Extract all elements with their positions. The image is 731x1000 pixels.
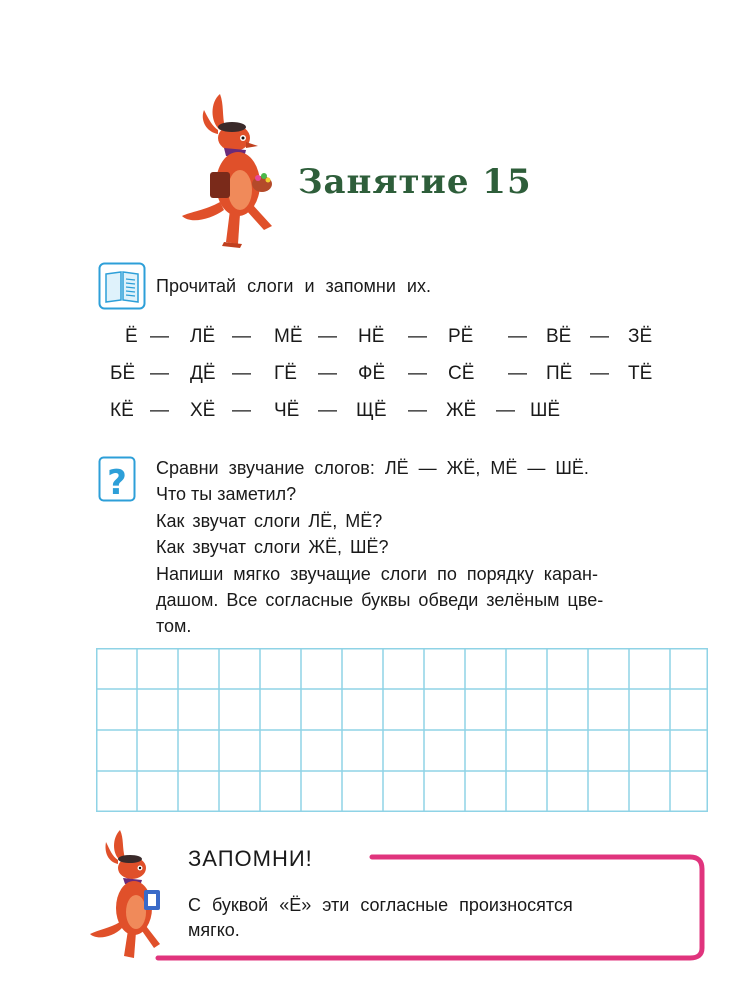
syllable: ДЁ: [190, 363, 216, 384]
question-line: Напиши мягко звучащие слоги по порядку каран-: [156, 564, 598, 584]
dash: —: [408, 363, 427, 384]
syllable: ЖЁ: [446, 400, 477, 421]
writing-grid[interactable]: [96, 648, 708, 812]
dash: —: [232, 363, 251, 384]
dash: —: [232, 400, 251, 421]
svg-text:?: ?: [107, 463, 127, 502]
syllable: ВЁ: [546, 326, 572, 347]
syllable: БЁ: [110, 363, 136, 384]
syllable: ШЁ: [530, 400, 561, 421]
syllable: МЁ: [274, 326, 303, 347]
dash: —: [590, 326, 609, 347]
question-line: том.: [156, 616, 192, 636]
syllable: ПЁ: [546, 363, 573, 384]
kangaroo-mascot-top: [180, 92, 280, 252]
kangaroo-mascot-bottom: [90, 828, 170, 963]
dash: —: [318, 326, 337, 347]
open-book-icon: [98, 262, 146, 310]
remember-line: С буквой «Ё» эти согласные произносятся: [188, 895, 573, 915]
syllable: РЁ: [448, 326, 474, 347]
syllable: ФЁ: [358, 363, 386, 384]
syllable: СЁ: [448, 363, 475, 384]
dash: —: [232, 326, 251, 347]
syllable: ЗЁ: [628, 326, 653, 347]
dash: —: [150, 326, 169, 347]
remember-title: ЗАПОМНИ!: [188, 846, 313, 871]
syllable: НЁ: [358, 326, 385, 347]
syllable: ХЁ: [190, 400, 216, 421]
dash: —: [590, 363, 609, 384]
question-line: Как звучат слоги ЖЁ, ШЁ?: [156, 537, 389, 557]
remember-line: мягко.: [188, 920, 240, 940]
dash: —: [496, 400, 515, 421]
syllable: ТЁ: [628, 363, 653, 384]
dash: —: [318, 363, 337, 384]
dash: —: [408, 400, 427, 421]
syllable: ЧЁ: [274, 400, 300, 421]
dash: —: [150, 400, 169, 421]
question-line: Сравни звучание слогов: ЛЁ — ЖЁ, МЁ — ШЁ.: [156, 458, 589, 478]
syllable: ГЁ: [274, 363, 297, 384]
syllable: ЛЁ: [190, 326, 216, 347]
syllable: Ё: [125, 326, 138, 347]
question-mark-icon: [98, 456, 136, 502]
task1-instruction: Прочитай слоги и запомни их.: [156, 276, 431, 296]
page-title: Занятие 15: [298, 162, 532, 202]
question-line: дашом. Все согласные буквы обведи зелёным цве-: [156, 590, 604, 610]
syllable: КЁ: [110, 400, 134, 421]
dash: —: [508, 363, 527, 384]
question-line: Как звучат слоги ЛЁ, МЁ?: [156, 511, 383, 531]
dash: —: [508, 326, 527, 347]
remember-text: [188, 893, 573, 943]
dash: —: [150, 363, 169, 384]
dash: —: [318, 400, 337, 421]
question-line: Что ты заметил?: [156, 484, 297, 504]
syllable: ЩЁ: [356, 400, 387, 421]
dash: —: [408, 326, 427, 347]
